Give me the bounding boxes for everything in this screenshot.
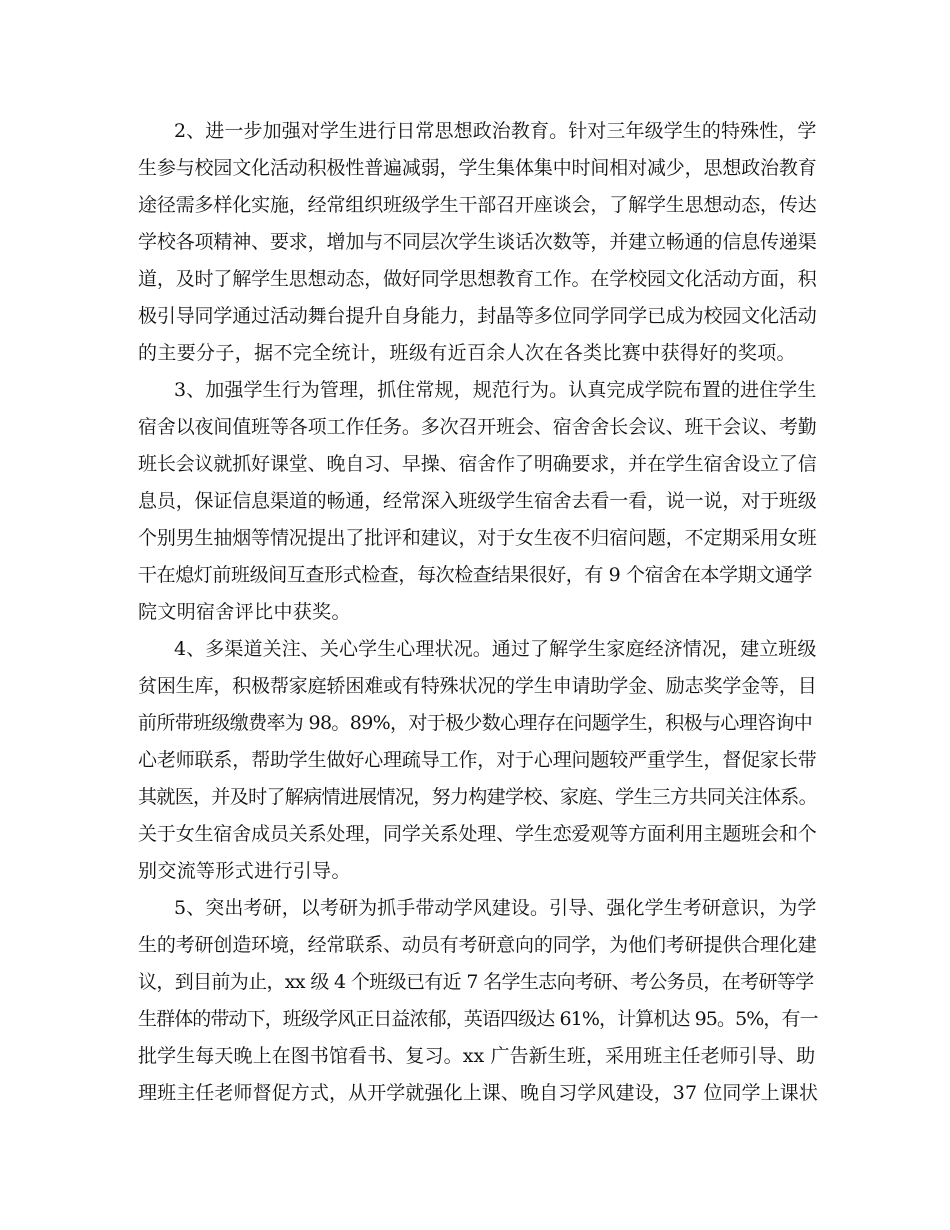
text-line: 生群体的带动下，班级学风正日益浓郁，英语四级达 61%，计算机达 95。5%，有一 — [138, 1008, 818, 1030]
text-line: 3、加强学生行为管理，抓住常规，规范行为。认真完成学院布置的进住学生 — [174, 379, 817, 401]
paragraph-3 — [138, 372, 818, 631]
paragraph-5 — [138, 890, 818, 1112]
text-line: 息员，保证信息渠道的畅通，经常深入班级学生宿舍去看一看，说一说，对于班级 — [138, 490, 817, 512]
text-line: 批学生每天晚上在图书馆看书、复习。xx 广告新生班，采用班主任老师引导、助 — [138, 1045, 816, 1067]
text-line: 干在熄灯前班级间互查形式检查，每次检查结果很好，有 9 个宿舍在本学期文通学 — [138, 564, 812, 586]
text-line: 5、突出考研，以考研为抓手带动学风建设。引导、强化学生考研意识，为学 — [174, 897, 817, 919]
text-line: 生的考研创造环境，经常联系、动员有考研意向的同学，为他们考研提供合理化建 — [138, 934, 817, 956]
text-line: 前所带班级缴费率为 98。89%，对于极少数心理存在问题学生，积极与心理咨询中 — [138, 712, 813, 734]
text-line: 心老师联系，帮助学生做好心理疏导工作，对于心理问题较严重学生，督促家长带 — [138, 749, 817, 771]
text-line: 2、进一步加强对学生进行日常思想政治教育。针对三年级学生的特殊性，学 — [174, 120, 817, 142]
text-line: 理班主任老师督促方式，从开学就强化上课、晚自习学风建设，37 位同学上课状 — [138, 1082, 818, 1104]
paragraph-4 — [138, 631, 818, 890]
text-line: 极引导同学通过活动舞台提升自身能力，封晶等多位同学同学已成为校园文化活动 — [138, 305, 817, 327]
text-line: 生参与校园文化活动积极性普遍减弱，学生集体集中时间相对减少，思想政治教育 — [138, 157, 817, 179]
text-line: 途径需多样化实施，经常组织班级学生干部召开座谈会，了解学生思想动态，传达 — [138, 194, 817, 216]
text-line: 院文明宿舍评比中获奖。 — [138, 601, 351, 623]
text-line: 的主要分子，据不完全统计，班级有近百余人次在各类比赛中获得好的奖项。 — [138, 342, 796, 364]
text-line: 别交流等形式进行引导。 — [138, 860, 351, 882]
text-line: 班长会议就抓好课堂、晚自习、早操、宿舍作了明确要求，并在学生宿舍设立了信 — [138, 453, 817, 475]
text-line: 关于女生宿舍成员关系处理，同学关系处理、学生恋爱观等方面利用主题班会和个 — [138, 823, 817, 845]
text-line: 其就医，并及时了解病情进展情况，努力构建学校、家庭、学生三方共同关注体系。 — [138, 786, 817, 808]
document-body — [138, 113, 818, 1112]
paragraph-2 — [138, 113, 818, 372]
text-line: 4、多渠道关注、关心学生心理状况。通过了解学生家庭经济情况，建立班级 — [174, 638, 817, 660]
text-line: 个别男生抽烟等情况提出了批评和建议，对于女生夜不归宿问题，不定期采用女班 — [138, 527, 817, 549]
text-line: 议，到目前为止，xx 级 4 个班级已有近 7 名学生志向考研、考公务员，在考研等学 — [138, 971, 814, 993]
text-line: 学校各项精神、要求，增加与不同层次学生谈话次数等，并建立畅通的信息传递渠 — [138, 231, 817, 253]
text-line: 贫困生库，积极帮家庭轿困难或有特殊状况的学生申请助学金、励志奖学金等，目 — [138, 675, 817, 697]
text-line: 道，及时了解学生思想动态，做好同学思想教育工作。在学校园文化活动方面，积 — [138, 268, 817, 290]
text-line: 宿舍以夜间值班等各项工作任务。多次召开班会、宿舍舍长会议、班干会议、考勤 — [138, 416, 817, 438]
